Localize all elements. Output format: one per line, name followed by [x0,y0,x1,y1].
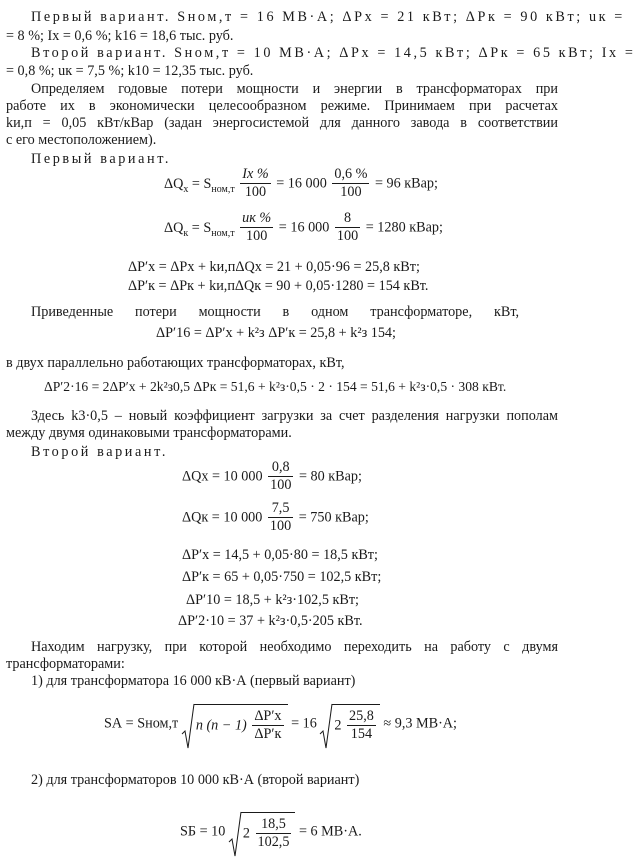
variant2-params-cont: = 0,8 %; uк = 7,5 %; k10 = 12,35 тыс. руб. [6,63,254,79]
sqrt-sign-2: 2 $\frac{25,8}{154}$ [320,704,379,743]
equation-dqk-2: ΔQк = 10 000 $\frac{7,5}{100}$ = 750 кВар; [182,500,369,534]
equation-p16: ΔP′16 = ΔP′х + k²з ΔP′к = 25,8 + k²з 154; [156,325,396,341]
equation-p210: ΔP′2·10 = 37 + k²з·0,5·205 кВт. [178,613,363,629]
equation-dpk-1: ΔP′к = ΔPк + kи,пΔQк = 90 + 0,05·1280 = 154 кВт. [128,278,429,294]
equation-sa: SА = Sном,т n (n − 1) $\frac{\Delta P'х}{\Delta P'к}$ = 16 2 $\frac{25,8}{154}$ ≈ 9,3 МВ·А; [104,704,457,743]
equation-p216: ΔP′2·16 = 2ΔP′х + 2k²з0,5 ΔPк = 51,6 + k²з·0,5 · 2 · 154 = 51,6 + k²з·0,5 · 308 кВт. [44,379,507,394]
variant1-params-cont: = 8 %; Iх = 0,6 %; k16 = 18,6 тыс. руб. [6,28,234,44]
paragraph-4-line1: Здесь k3·0,5 – новый коэффициент загрузки за счет разделения нагрузки пополам [31,408,558,424]
equation-dpx-1: ΔP′х = ΔPх + kи,пΔQх = 21 + 0,05·96 = 25,8 кВт; [128,259,420,275]
list-item-2: 2) для трансформаторов 10 000 кВ·А (второй вариант) [31,772,360,788]
equation-dqk-1: $\Delta Q_к = S_{ном,т}$ $\frac{uк \%}{100}$ = 16 000 $\frac{8}{100}$ = 1280 кВар; [164,210,443,244]
paragraph-5-line2: трансформаторами: [6,656,125,672]
paragraph-1-line4: с его местоположением). [6,132,157,148]
paragraph-5-line1: Находим нагрузку, при которой необходимо переходить на работу с двумя [31,639,558,655]
sqrt-sign: n (n − 1) $\frac{\Delta P'х}{\Delta P'к}$ [182,704,288,743]
list-item-1: 1) для трансформатора 16 000 кВ·А (первый вариант) [31,673,356,689]
paragraph-1-line3: kи,п = 0,05 кВт/кВар (задан энергосистемой для данного завода в соответствии [6,115,558,131]
variant1-heading: Первый вариант. [31,151,172,167]
equation-p10: ΔP′10 = 18,5 + k²з·102,5 кВт; [186,592,359,608]
equation-dpk-2: ΔP′к = 65 + 0,05·750 = 102,5 кВт; [182,569,382,585]
paragraph-2: Приведенные потери мощности в одном трансформаторе, кВт, [31,304,519,320]
equation-dqx-1: $\Delta Q_х = S_{ном,т}$ $\frac{Iх \%}{100}$ = 16 000 $\frac{0,6 \%}{100}$ = 96 кВар; [164,166,438,200]
variant1-params: Первый вариант. Sном,т = 16 МВ·А; ΔPх = 21 кВт; ΔPк = 90 кВт; uк = [31,9,625,25]
paragraph-4-line2: между двумя одинаковыми трансформаторами. [6,425,292,441]
variant2-heading: Второй вариант. [31,444,168,460]
paragraph-1-line1: Определяем годовые потери мощности и энергии в трансформаторах при [31,81,558,97]
variant2-params: Второй вариант. Sном,т = 10 МВ·А; ΔPх = 14,5 кВт; ΔPк = 65 кВт; Iх = [31,45,635,61]
equation-dpx-2: ΔP′х = 14,5 + 0,05·80 = 18,5 кВт; [182,547,378,563]
equation-dqx-2: ΔQх = 10 000 $\frac{0,8}{100}$ = 80 кВар; [182,459,362,493]
sqrt-sign-3: 2 $\frac{18,5}{102,5}$ [229,812,296,851]
paragraph-1-line2: работе их в экономически целесообразном режиме. Принимаем при расчетах [6,98,558,114]
equation-sb: SБ = 10 2 $\frac{18,5}{102,5}$ = 6 МВ·А. [180,812,362,851]
paragraph-3: в двух параллельно работающих трансформаторах, кВт, [6,355,345,371]
